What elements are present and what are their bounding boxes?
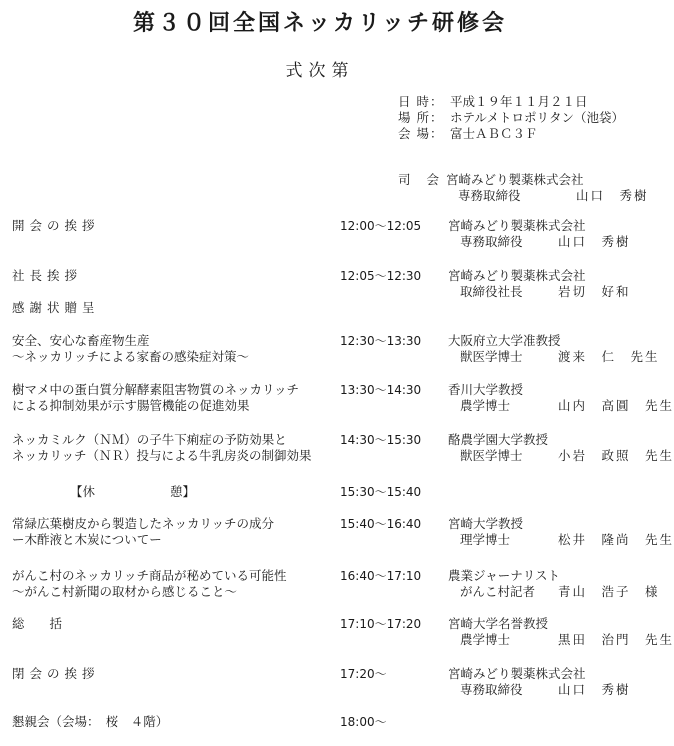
master-of-ceremonies [398, 172, 649, 204]
program-speaker [448, 516, 674, 548]
speaker-affiliation: 宮崎みどり製薬株式会社 [448, 218, 586, 233]
program-title [12, 616, 332, 632]
program-time: 12:05〜12:30 [340, 269, 422, 283]
speaker-role: 専務取締役 [460, 234, 523, 249]
program-time: 17:20〜 [340, 667, 387, 681]
program-title-line: 【休 憩】 [70, 484, 196, 499]
speaker-role: 獣医学博士 [460, 349, 523, 364]
program-time: 18:00〜 [340, 715, 387, 729]
program-speaker [448, 666, 631, 698]
program-title-line: 樹マメ中の蛋白質分解酵素阻害物質のネッカリッチ [12, 382, 300, 397]
program-title-line: ー木酢液と木炭についてー [12, 532, 162, 547]
speaker-role: 取締役社長 [460, 284, 523, 299]
speaker-affiliation: 農業ジャーナリスト [448, 568, 561, 583]
program-title-line: 懇親会（会場： 桜 ４階） [12, 714, 169, 729]
program-time: 14:30〜15:30 [340, 433, 422, 447]
speaker-name: 渡来 仁 先生 [558, 349, 660, 364]
event-venue-value: 富士ＡＢＣ３Ｆ [450, 126, 538, 141]
program-speaker [448, 218, 631, 250]
mc-name: 山口 秀樹 [576, 188, 649, 203]
program-title-line: 開会の挨拶 [12, 218, 100, 233]
program-title [12, 568, 332, 600]
program-title-line: 感謝状贈呈 [12, 300, 100, 315]
program-speaker [448, 333, 660, 365]
event-date-row [398, 94, 624, 110]
program-time: 12:00〜12:05 [340, 219, 422, 233]
event-venue-row [398, 126, 624, 142]
program-title-line: 閉会の挨拶 [12, 666, 100, 681]
speaker-role: 専務取締役 [460, 682, 523, 697]
program-title-line: がんこ村のネッカリッチ商品が秘めている可能性 [12, 568, 287, 583]
program-title [12, 432, 332, 464]
program-title-line: による抑制効果が示す腸管機能の促進効果 [12, 398, 250, 413]
mc-role: 専務取締役 [458, 188, 521, 203]
program-title [12, 300, 332, 316]
speaker-role: がんこ村記者 [460, 584, 536, 599]
speaker-name: 山口 秀樹 [558, 682, 631, 697]
program-speaker [448, 432, 674, 464]
speaker-role: 獣医学博士 [460, 448, 523, 463]
speaker-name: 山口 秀樹 [558, 234, 631, 249]
speaker-name: 岩切 好和 [558, 284, 631, 299]
program-title-line: ネッカリッチ（ＮＲ）投与による牛乳房炎の制御効果 [12, 448, 312, 463]
event-date-value: 平成１９年１１月２１日 [450, 94, 588, 109]
speaker-name: 山内 高圓 先生 [558, 398, 674, 413]
event-place-label: 場 所： [398, 110, 444, 125]
program-title-line: 社長挨拶 [12, 268, 83, 283]
program-title-line: 総 括 [12, 616, 63, 631]
program-title-line: 安全、安心な畜産物生産 [12, 333, 150, 348]
document-title: 第３０回全国ネッカリッチ研修会 [132, 10, 508, 36]
event-date-label: 日 時： [398, 94, 444, 109]
program-title [12, 268, 332, 284]
speaker-affiliation: 宮崎大学名誉教授 [448, 616, 549, 631]
program-time: 15:40〜16:40 [340, 517, 422, 531]
program-title-line: 〜がんこ村新聞の取材から感じること〜 [12, 584, 238, 599]
program-speaker [448, 568, 660, 600]
speaker-name: 松井 隆尚 先生 [558, 532, 674, 547]
program-title [12, 714, 332, 730]
program-speaker [448, 268, 631, 300]
program-speaker [448, 616, 674, 648]
speaker-affiliation: 酪農学園大学教授 [448, 432, 549, 447]
event-venue-label: 会 場： [398, 126, 444, 141]
speaker-affiliation: 香川大学教授 [448, 382, 524, 397]
speaker-name: 青山 浩子 様 [558, 584, 660, 599]
program-title-line: 〜ネッカリッチによる家畜の感染症対策〜 [12, 349, 250, 364]
speaker-role: 農学博士 [460, 398, 511, 413]
program-title [12, 218, 332, 234]
program-time: 17:10〜17:20 [340, 617, 422, 631]
speaker-affiliation: 大阪府立大学准教授 [448, 333, 561, 348]
document-subtitle: 式次第 [285, 61, 355, 81]
speaker-affiliation: 宮崎みどり製薬株式会社 [448, 666, 586, 681]
speaker-name: 小岩 政照 先生 [558, 448, 674, 463]
program-title [12, 382, 332, 414]
event-details [398, 94, 624, 142]
speaker-name: 黒田 治門 先生 [558, 632, 674, 647]
program-time: 13:30〜14:30 [340, 383, 422, 397]
mc-label: 司 会 [398, 172, 445, 187]
program-title-line: ネッカミルク（ＮＭ）の子牛下痢症の予防効果と [12, 432, 287, 447]
program-title-line: 常緑広葉樹皮から製造したネッカリッチの成分 [12, 516, 275, 531]
speaker-role: 農学博士 [460, 632, 511, 647]
mc-affiliation: 宮崎みどり製薬株式会社 [446, 172, 584, 187]
program-title [12, 516, 332, 548]
program-speaker [448, 382, 674, 414]
program-time: 16:40〜17:10 [340, 569, 422, 583]
speaker-affiliation: 宮崎みどり製薬株式会社 [448, 268, 586, 283]
speaker-role: 理学博士 [460, 532, 511, 547]
program-time: 12:30〜13:30 [340, 334, 422, 348]
event-place-row [398, 110, 624, 126]
program-title [12, 333, 332, 365]
program-title [12, 666, 332, 682]
speaker-affiliation: 宮崎大学教授 [448, 516, 524, 531]
program-time: 15:30〜15:40 [340, 485, 422, 499]
event-place-value: ホテルメトロポリタン（池袋） [450, 110, 625, 125]
